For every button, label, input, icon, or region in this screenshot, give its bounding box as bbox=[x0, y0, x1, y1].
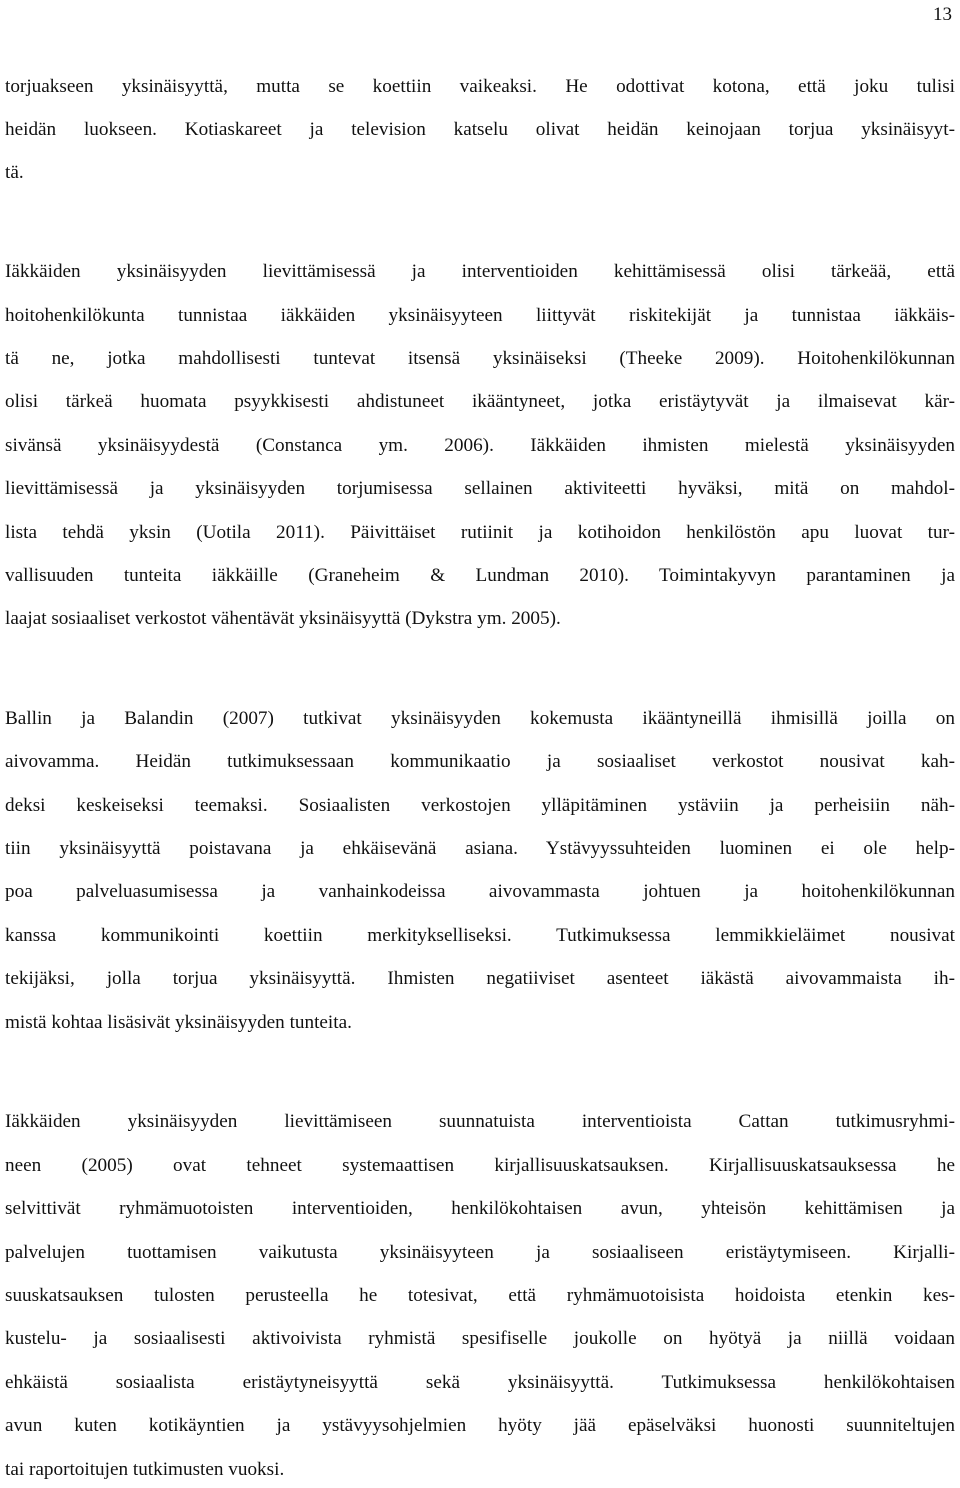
text-line: tai raportoitujen tutkimusten vuoksi. bbox=[5, 1459, 285, 1480]
text-line: lista tehdä yksin (Uotila 2011). Päivittäiset rutiinit ja kotihoidon henkilöstön apu luovat tur- bbox=[5, 522, 955, 543]
text-line: neen (2005) ovat tehneet systemaattisen kirjallisuuskatsauksen. Kirjallisuuskatsauksessa he bbox=[5, 1155, 955, 1176]
text-line: tekijäksi, jolla torjua yksinäisyyttä. Ihmisten negatiiviset asenteet iäkästä aivovammaista ih- bbox=[5, 968, 955, 989]
text-line: deksi keskeiseksi teemaksi. Sosiaalisten verkostojen ylläpitäminen ystäviin ja perheisiin näh- bbox=[5, 795, 955, 816]
text-line: suuskatsauksen tulosten perusteella he totesivat, että ryhmämuotoisista hoidoista etenkin kes- bbox=[5, 1285, 955, 1306]
text-line: hoitohenkilökunta tunnistaa iäkkäiden yksinäisyyteen liittyvät riskitekijät ja tunnistaa iäkkäis- bbox=[5, 305, 955, 326]
text-line: Ballin ja Balandin (2007) tutkivat yksinäisyyden kokemusta ikääntyneillä ihmisillä joilla on bbox=[5, 708, 955, 729]
text-line: kanssa kommunikointi koettiin merkitykselliseksi. Tutkimuksessa lemmikkieläimet nousivat bbox=[5, 925, 955, 946]
text-line: olisi tärkeä huomata psyykkisesti ahdistuneet ikääntyneet, jotka eristäytyvät ja ilmaisevat kär- bbox=[5, 391, 955, 412]
text-line: sivänsä yksinäisyydestä (Constanca ym. 2006). Iäkkäiden ihmisten mielestä yksinäisyyden bbox=[5, 435, 955, 456]
text-line: vallisuuden tunteita iäkkäille (Graneheim & Lundman 2010). Toimintakyvyn parantaminen ja bbox=[5, 565, 955, 586]
text-line: Iäkkäiden yksinäisyyden lievittämisessä ja interventioiden kehittämisessä olisi tärkeää, että bbox=[5, 261, 955, 282]
text-line: aivovamma. Heidän tutkimuksessaan kommunikaatio ja sosiaaliset verkostot nousivat kah- bbox=[5, 751, 955, 772]
text-line: heidän luokseen. Kotiaskareet ja television katselu olivat heidän keinojaan torjua yksinäisyyt- bbox=[5, 119, 955, 140]
page-number: 13 bbox=[933, 4, 952, 25]
text-line: lievittämisessä ja yksinäisyyden torjumisessa sellainen aktiviteetti hyväksi, mitä on mahdol- bbox=[5, 478, 955, 499]
text-line: Iäkkäiden yksinäisyyden lievittämiseen suunnatuista interventioista Cattan tutkimusryhmi- bbox=[5, 1111, 955, 1132]
text-line: tä ne, jotka mahdollisesti tuntevat itsensä yksinäiseksi (Theeke 2009). Hoitohenkilökunnan bbox=[5, 348, 955, 369]
text-line: avun kuten kotikäyntien ja ystävyysohjelmien hyöty jää epäselväksi huonosti suunniteltujen bbox=[5, 1415, 955, 1436]
text-line: mistä kohtaa lisäsivät yksinäisyyden tunteita. bbox=[5, 1012, 352, 1033]
text-line: selvittivät ryhmämuotoisten interventioiden, henkilökohtaisen avun, yhteisön kehittämisen ja bbox=[5, 1198, 955, 1219]
text-line: torjuakseen yksinäisyyttä, mutta se koettiin vaikeaksi. He odottivat kotona, että joku tulisi bbox=[5, 76, 955, 97]
text-line: laajat sosiaaliset verkostot vähentävät yksinäisyyttä (Dykstra ym. 2005). bbox=[5, 608, 561, 629]
text-line: kustelu- ja sosiaalisesti aktivoivista ryhmistä spesifiselle joukolle on hyötyä ja niillä voidaan bbox=[5, 1328, 955, 1349]
text-line: poa palveluasumisessa ja vanhainkodeissa aivovammasta johtuen ja hoitohenkilökunnan bbox=[5, 881, 955, 902]
text-line: tä. bbox=[5, 162, 24, 183]
text-line: ehkäistä sosiaalista eristäytyneisyyttä sekä yksinäisyyttä. Tutkimuksessa henkilökohtaisen bbox=[5, 1372, 955, 1393]
text-line: palvelujen tuottamisen vaikutusta yksinäisyyteen ja sosiaaliseen eristäytymiseen. Kirjalli- bbox=[5, 1242, 955, 1263]
text-line: tiin yksinäisyyttä poistavana ja ehkäisevänä asiana. Ystävyyssuhteiden luominen ei ole help- bbox=[5, 838, 955, 859]
